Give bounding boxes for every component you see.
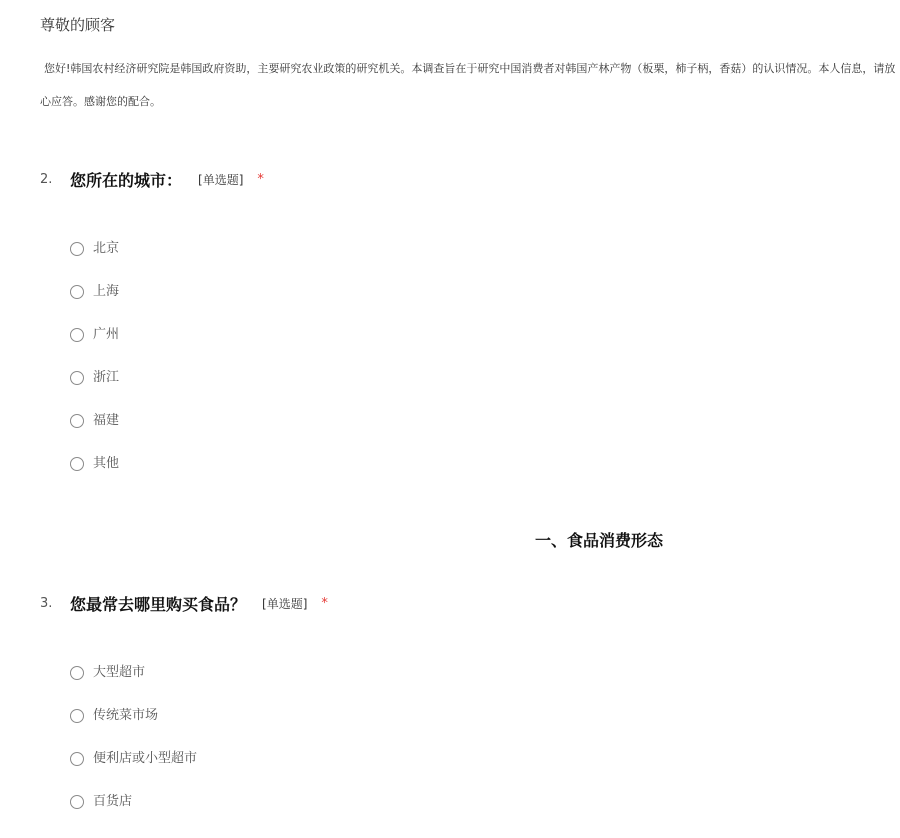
greeting-heading: 尊敬的顾客 — [40, 16, 116, 34]
option-convenience-store[interactable] — [70, 752, 197, 795]
option-label: 福建 — [93, 413, 120, 428]
radio-button[interactable] — [70, 285, 84, 299]
radio-button[interactable] — [70, 457, 84, 471]
required-marker: * — [257, 171, 264, 187]
option-label: 浙江 — [93, 370, 120, 385]
radio-button[interactable] — [70, 752, 84, 766]
option-label: 传统菜市场 — [93, 708, 159, 723]
question-number: 3. — [40, 595, 53, 611]
radio-button[interactable] — [70, 328, 84, 342]
question-3-header — [40, 591, 328, 615]
option-label: 便利店或小型超市 — [93, 751, 198, 766]
radio-button[interactable] — [70, 795, 84, 809]
option-traditional-market[interactable] — [70, 709, 197, 752]
option-label: 大型超市 — [93, 665, 146, 680]
question-title: 您最常去哪里购买食品？ — [70, 594, 247, 614]
option-shanghai[interactable] — [70, 285, 119, 328]
section-title: 一、食品消费形态 — [535, 531, 664, 550]
option-fujian[interactable] — [70, 414, 119, 457]
option-other[interactable] — [70, 457, 119, 500]
question-3-options — [70, 666, 197, 838]
option-label: 其他 — [93, 456, 120, 471]
question-2-options — [70, 242, 119, 500]
radio-button[interactable] — [70, 709, 84, 723]
radio-button[interactable] — [70, 414, 84, 428]
option-label: 北京 — [93, 241, 120, 256]
question-type-badge: [单选题] — [262, 596, 308, 611]
radio-button[interactable] — [70, 242, 84, 256]
option-zhejiang[interactable] — [70, 371, 119, 414]
radio-button[interactable] — [70, 666, 84, 680]
required-marker: * — [321, 595, 328, 611]
option-guangzhou[interactable] — [70, 328, 119, 371]
question-title: 您所在的城市： — [70, 170, 183, 190]
option-beijing[interactable] — [70, 242, 119, 285]
radio-button[interactable] — [70, 371, 84, 385]
option-hypermarket[interactable] — [70, 666, 197, 709]
option-label: 百货店 — [93, 794, 133, 809]
option-label: 广州 — [93, 327, 120, 342]
option-label: 上海 — [93, 284, 120, 299]
question-2-header — [40, 167, 264, 191]
question-type-badge: [单选题] — [198, 172, 244, 187]
question-number: 2. — [40, 171, 53, 187]
option-department-store[interactable] — [70, 795, 197, 838]
intro-paragraph: 您好!韩国农村经济研究院是韩国政府资助，主要研究农业政策的研究机关。本调查旨在于研究中国消费者对韩国产林产物（板栗，柿子柄，香菇）的认识情况。本人信息，请放心应答。感谢您的配合。 — [40, 62, 896, 108]
